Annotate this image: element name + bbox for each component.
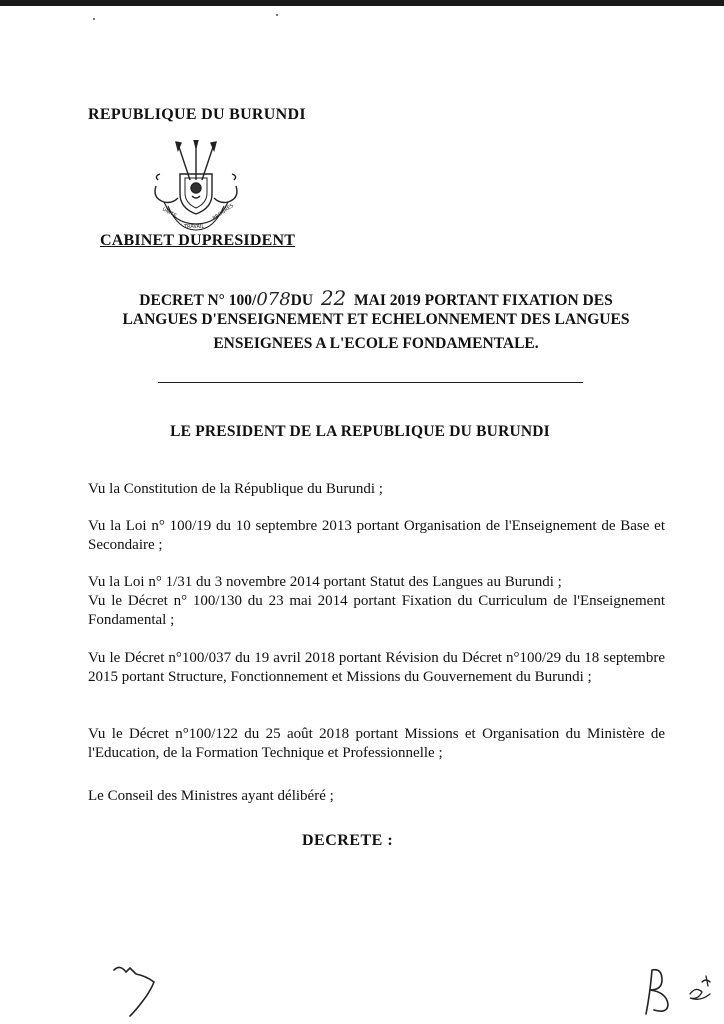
handwritten-day: 22 (320, 286, 347, 310)
decree-title-line-3: ENSEIGNEES A L'ECOLE FONDAMENTALE. (213, 335, 539, 352)
seal-text: UNITÉ (161, 206, 178, 220)
decree-number-prefix: DECRET N° 100/ (139, 292, 257, 309)
consideration-conseil: Le Conseil des Ministres ayant délibéré ; (88, 788, 334, 804)
consideration-loi-langues: Vu la Loi n° 1/31 du 3 novembre 2014 portant Statut des Langues au Burundi ; (88, 574, 562, 590)
decree-title-line-2: LANGUES D'ENSEIGNEMENT ET ECHELONNEMENT DES LANGUES (122, 311, 630, 328)
top-edge-line (0, 0, 724, 6)
decree-title-rest: MAI 2019 PORTANT FIXATION DES (354, 292, 613, 309)
seal-text: PROGRÈS (211, 202, 235, 222)
consideration-decret-curriculum: Vu le Décret n° 100/130 du 23 mai 2014 portant Fixation du Curriculum de l'Enseignement Fondamental ; (88, 593, 665, 628)
decree-du: DU (290, 292, 314, 309)
decree-title-line-1 (96, 286, 656, 310)
consideration-decret-gouvernement: Vu le Décret n°100/037 du 19 avril 2018 portant Révision du Décret n°100/29 du 18 septembre 2015 portant Structure, Fonctionnement et Missions du Gouvernement du Burundi ; (88, 650, 665, 685)
consideration-decret-ministere: Vu le Décret n°100/122 du 25 août 2018 portant Missions et Organisation du Ministère de l'Education, de la Formation Technique et Professionnelle ; (88, 726, 665, 761)
republic-heading: REPUBLIQUE DU BURUNDI (88, 106, 306, 123)
consideration-constitution: Vu la Constitution de la République du Burundi ; (88, 481, 383, 497)
cabinet-heading: CABINET DUPRESIDENT (100, 232, 296, 249)
president-heading: LE PRESIDENT DE LA REPUBLIQUE DU BURUNDI (170, 423, 550, 440)
handwritten-decree-number: 078 (256, 289, 291, 310)
decrete-heading: DECRETE : (302, 832, 394, 849)
scan-speck (93, 18, 95, 20)
title-divider (158, 382, 583, 383)
burundi-seal-icon (150, 140, 242, 232)
seal-text: TRAVAIL (184, 224, 205, 230)
signature-initial-right (640, 964, 720, 1016)
signature-initial-left (110, 962, 170, 1018)
consideration-loi-enseignement: Vu la Loi n° 100/19 du 10 septembre 2013 portant Organisation de l'Enseignement de Base et Secondaire ; (88, 518, 665, 553)
scan-speck (276, 14, 278, 16)
